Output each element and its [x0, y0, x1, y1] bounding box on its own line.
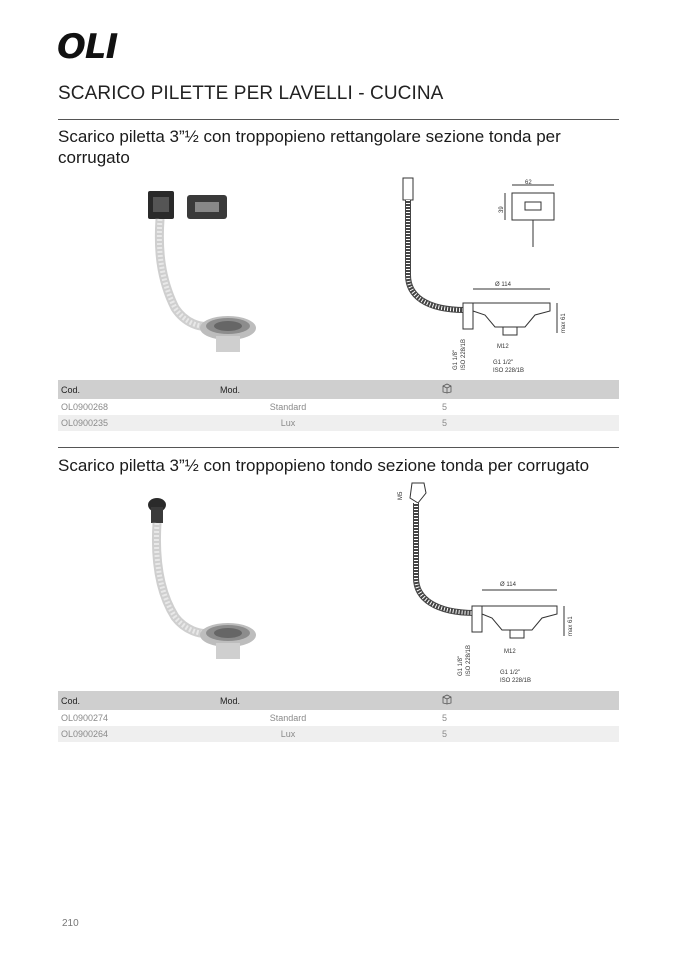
divider [58, 119, 619, 120]
dim-thread-small: M12 [504, 649, 516, 655]
row-code: OL0900235 [61, 418, 109, 428]
dim-thread-bottom-2: ISO 228/1B [493, 368, 525, 374]
table-header [58, 691, 619, 710]
dim-thread-bottom-1: G1 1/2" [493, 360, 514, 366]
product-photo-rect-overflow [140, 188, 260, 358]
row-qty: 5 [442, 713, 448, 723]
row-qty: 5 [442, 729, 448, 739]
dim-max-height: max 61 [561, 313, 567, 333]
product-table-2 [58, 691, 619, 742]
divider [58, 447, 619, 448]
row-code: OL0900268 [61, 402, 109, 412]
row-qty: 5 [442, 418, 448, 428]
header-model: Mod. [220, 695, 241, 706]
table-row [58, 726, 619, 742]
technical-drawing-2 [390, 478, 575, 688]
dim-height-top: 39 [499, 206, 505, 213]
product-photo-round-overflow [140, 495, 260, 665]
dim-diameter: Ø 114 [495, 282, 511, 288]
row-qty: 5 [442, 402, 448, 412]
technical-drawing-1 [385, 175, 570, 375]
header-model: Mod. [220, 384, 241, 395]
dim-thread-bottom-2: ISO 228/1B [500, 678, 532, 684]
dim-top-label: M5 [398, 491, 404, 500]
table-row [58, 399, 619, 415]
brand-logo: OLI [57, 27, 118, 67]
box-icon [442, 383, 452, 396]
dim-thread-bottom-1: G1 1/2" [500, 670, 521, 676]
page-number: 210 [62, 918, 79, 929]
product-title: Scarico piletta 3”½ con troppopieno rettangolare sezione tonda per corrugato [58, 127, 561, 167]
dim-diameter: Ø 114 [500, 582, 516, 588]
dim-max-height: max 61 [568, 616, 574, 636]
dim-thread-left-1: G1 1/8" [453, 349, 459, 370]
table-header [58, 380, 619, 399]
dim-thread-left-2: ISO 228/1B [466, 644, 472, 676]
row-code: OL0900264 [61, 729, 109, 739]
category-title: SCARICO PILETTE PER LAVELLI - CUCINA [58, 83, 444, 104]
dim-thread-small: M12 [497, 344, 509, 350]
row-model: Lux [280, 729, 296, 739]
row-model: Lux [280, 418, 296, 428]
product-table-1 [58, 380, 619, 431]
dim-width-top: 62 [525, 180, 532, 186]
table-row [58, 710, 619, 726]
row-model: Standard [269, 713, 307, 723]
row-code: OL0900274 [61, 713, 109, 723]
box-icon [442, 694, 452, 707]
header-code: Cod. [61, 384, 81, 395]
dim-thread-left-2: ISO 228/1B [461, 338, 467, 370]
row-model: Standard [269, 402, 307, 412]
table-row [58, 415, 619, 431]
dim-thread-left-1: G1 1/8" [458, 655, 464, 676]
product-title: Scarico piletta 3”½ con troppopieno tondo sezione tonda per corrugato [58, 456, 590, 475]
header-code: Cod. [61, 695, 81, 706]
